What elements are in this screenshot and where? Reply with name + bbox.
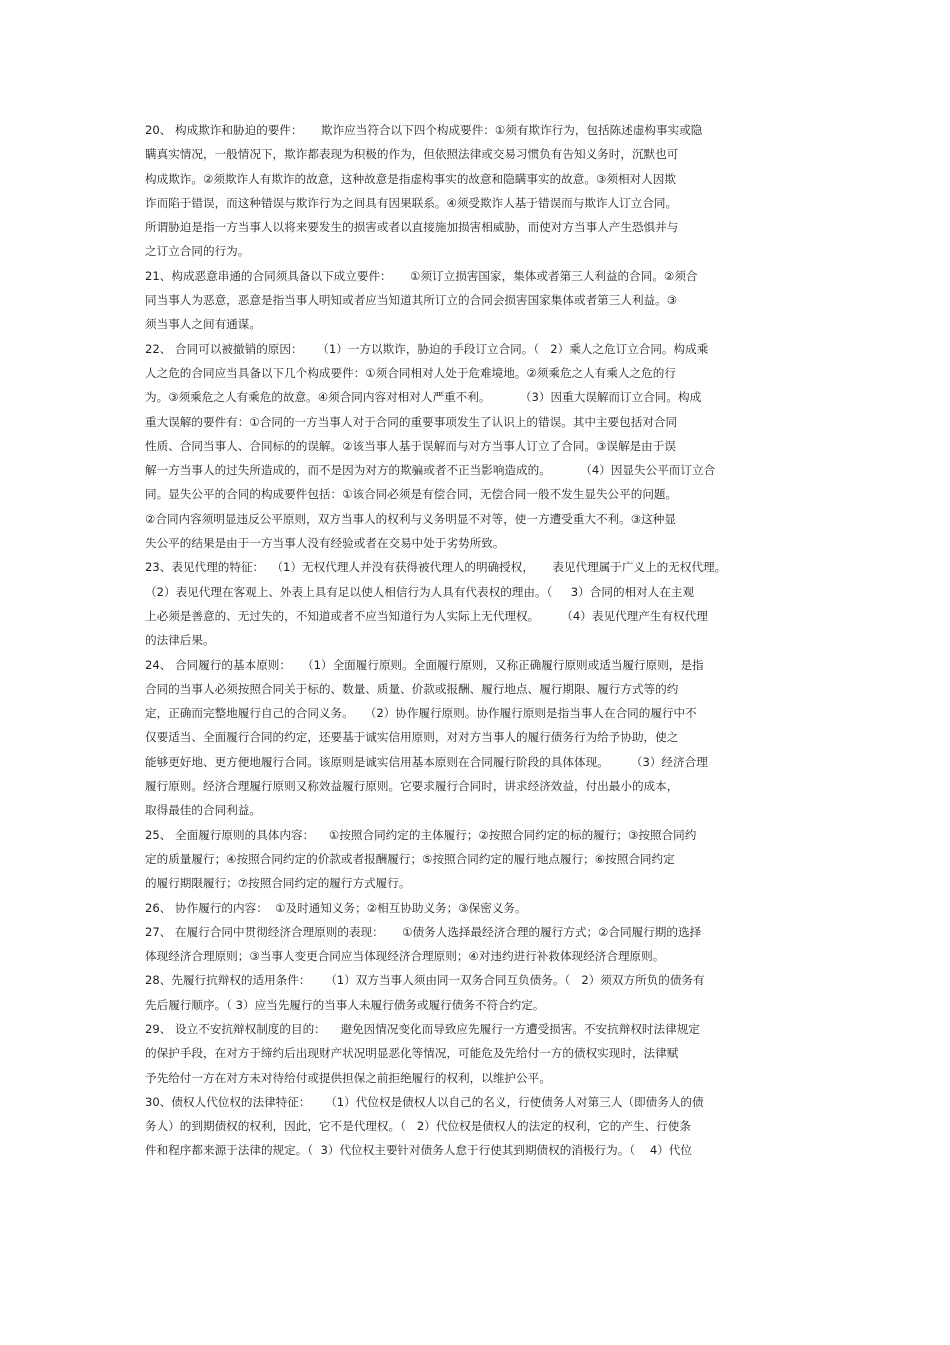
text-line: 为。③须乘危之人有乘危的故意。④须合同内容对相对人严重不利。 （3）因重大误解而订立合同。构成 [145, 390, 702, 405]
text-line: 所谓胁迫是指一方当事人以将来要发生的损害或者以直接施加损害相威胁，而使对方当事人产生恐惧并与 [145, 220, 679, 235]
text-line: 体现经济合理原则；③当事人变更合同应当体现经济合理原则；④对违约进行补救体现经济合理原则。 [145, 949, 665, 964]
text-line: 失公平的结果是由于一方当事人没有经验或者在交易中处于劣势所致。 [145, 536, 505, 551]
text-line: 取得最佳的合同利益。 [145, 803, 261, 818]
text-line: 仅要适当、全面履行合同的约定，还要基于诚实信用原则，对对方当事人的履行债务行为给予协助，使之 [145, 730, 679, 745]
text-line: 人之危的合同应当具备以下几个构成要件：①须合同相对人处于危难境地。②须乘危之人有乘人之危的行 [145, 365, 676, 380]
item-20 [145, 118, 810, 264]
item-24 [145, 653, 810, 823]
text-line: 同。显失公平的合同的构成要件包括：①该合同必须是有偿合同，无偿合同一般不发生显失公平的问题。 [145, 487, 678, 502]
text-line: 上必须是善意的、无过失的，不知道或者不应当知道行为人实际上无代理权。 （4）表见代理产生有权代理 [145, 608, 708, 623]
document-page [145, 118, 810, 1163]
item-23 [145, 555, 810, 652]
text-line: （2）表见代理在客观上、外表上具有足以使人相信行为人具有代表权的理由。（ 3）合同的相对人在主观 [145, 584, 695, 599]
text-line: 20、 构成欺诈和胁迫的要件： 欺诈应当符合以下四个构成要件：①须有欺诈行为，包括陈述虚构事实或隐 [145, 123, 703, 137]
text-line: 同当事人为恶意，恶意是指当事人明知或者应当知道其所订立的合同会损害国家集体或者第三人利益。③ [145, 293, 678, 308]
text-line: 先后履行顺序。（ 3）应当先履行的当事人未履行债务或履行债务不符合约定。 [145, 997, 545, 1012]
text-line: 的法律后果。 [145, 633, 215, 648]
text-line: 26、 协作履行的内容： ①及时通知义务；②相互协助义务；③保密义务。 [145, 900, 527, 915]
text-line: 的履行期限履行；⑦按照合同约定的履行方式履行。 [145, 876, 411, 891]
text-line: 25、 全面履行原则的具体内容： ①按照合同约定的主体履行；②按照合同约定的标的履行；③按照合同约 [145, 827, 697, 842]
text-line: 履行原则。经济合理履行原则又称效益履行原则。它要求履行合同时，讲求经济效益，付出最小的成本， [145, 779, 679, 794]
text-line: 定，正确而完整地履行自己的合同义务。 （2）协作履行原则。协作履行原则是指当事人在合同的履行中不 [145, 706, 697, 721]
text-line: 24、 合同履行的基本原则： （1）全面履行原则。全面履行原则，又称正确履行原则或适当履行原则，是指 [145, 657, 704, 672]
text-line: 23、表见代理的特征： （1）无权代理人并没有获得被代理人的明确授权， 表见代理属于广义上的无权代理。 [145, 560, 727, 575]
text-line: 予先给付一方在对方未对待给付或提供担保之前拒绝履行的权利，以维护公平。 [145, 1070, 551, 1085]
text-line: ②合同内容须明显违反公平原则，双方当事人的权利与义务明显不对等，使一方遭受重大不利。③这种显 [145, 511, 676, 526]
text-line: 重大误解的要件有：①合同的一方当事人对于合同的重要事项发生了认识上的错误。其中主要包括对合同 [145, 414, 678, 429]
text-line: 解一方当事人的过失所造成的，而不是因为对方的欺骗或者不正当影响造成的。 （4）因显失公平而订立合 [145, 463, 716, 478]
item-26 [145, 896, 810, 920]
item-28 [145, 968, 810, 1017]
text-line: 诈而陷于错误，而这种错误与欺诈行为之间具有因果联系。④须受欺诈人基于错误而与欺诈人订立合同。 [145, 195, 678, 210]
item-29 [145, 1017, 810, 1090]
item-27 [145, 920, 810, 969]
text-line: 28、先履行抗辩权的适用条件： （1）双方当事人须由同一双务合同互负债务。（ 2）须双方所负的债务有 [145, 973, 705, 988]
text-line: 30、债权人代位权的法律特征： （1）代位权是债权人以自己的名义，行使债务人对第三人（即债务人的债 [145, 1094, 704, 1109]
text-line: 的保护手段，在对方于缔约后出现财产状况明显恶化等情况，可能危及先给付一方的债权实现时，法律赋 [145, 1046, 679, 1061]
item-25 [145, 823, 810, 896]
text-line: 合同的当事人必须按照合同关于标的、数量、质量、价款或报酬、履行地点、履行期限、履行方式等的约 [145, 681, 679, 696]
text-line: 性质、合同当事人、合同标的的误解。②该当事人基于误解而与对方当事人订立了合同。③误解是由于误 [145, 438, 676, 453]
text-line: 29、 设立不安抗辩权制度的目的： 避免因情况变化而导致应先履行一方遭受损害。不安抗辩权时法律规定 [145, 1021, 700, 1036]
text-line: 21、构成恶意串通的合同须具备以下成立要件： ①须订立损害国家，集体或者第三人利益的合同。②须合 [145, 268, 698, 283]
text-line: 22、 合同可以被撤销的原因： （1）一方以欺诈，胁迫的手段订立合同。（ 2）乘人之危订立合同。构成乘 [145, 341, 709, 356]
text-line: 27、 在履行合同中贯彻经济合理原则的表现： ①债务人选择最经济合理的履行方式；②合同履行期的选择 [145, 924, 702, 939]
item-22 [145, 337, 810, 556]
text-line: 构成欺诈。②须欺诈人有欺诈的故意，这种故意是指虚构事实的故意和隐瞒事实的故意。③须相对人因欺 [145, 171, 676, 186]
text-line: 之订立合同的行为。 [145, 244, 250, 259]
text-line: 定的质量履行；④按照合同约定的价款或者报酬履行；⑤按照合同约定的履行地点履行；⑥按照合同约定 [145, 851, 675, 866]
text-line: 能够更好地、更方便地履行合同。该原则是诚实信用基本原则在合同履行阶段的具体体现。 （3）经济合理 [145, 754, 708, 769]
text-line: 件和程序都来源于法律的规定。（ 3）代位权主要针对债务人怠于行使其到期债权的消极行为。（ 4）代位 [145, 1143, 692, 1158]
item-21 [145, 264, 810, 337]
text-line: 须当事人之间有通谋。 [145, 317, 261, 332]
item-30 [145, 1090, 810, 1163]
text-line: 瞒真实情况，一般情况下，欺诈都表现为积极的作为，但依照法律或交易习惯负有告知义务时，沉默也可 [145, 147, 679, 162]
text-line: 务人）的到期债权的权利，因此，它不是代理权。（ 2）代位权是债权人的法定的权利，它的产生、行使条 [145, 1119, 691, 1134]
